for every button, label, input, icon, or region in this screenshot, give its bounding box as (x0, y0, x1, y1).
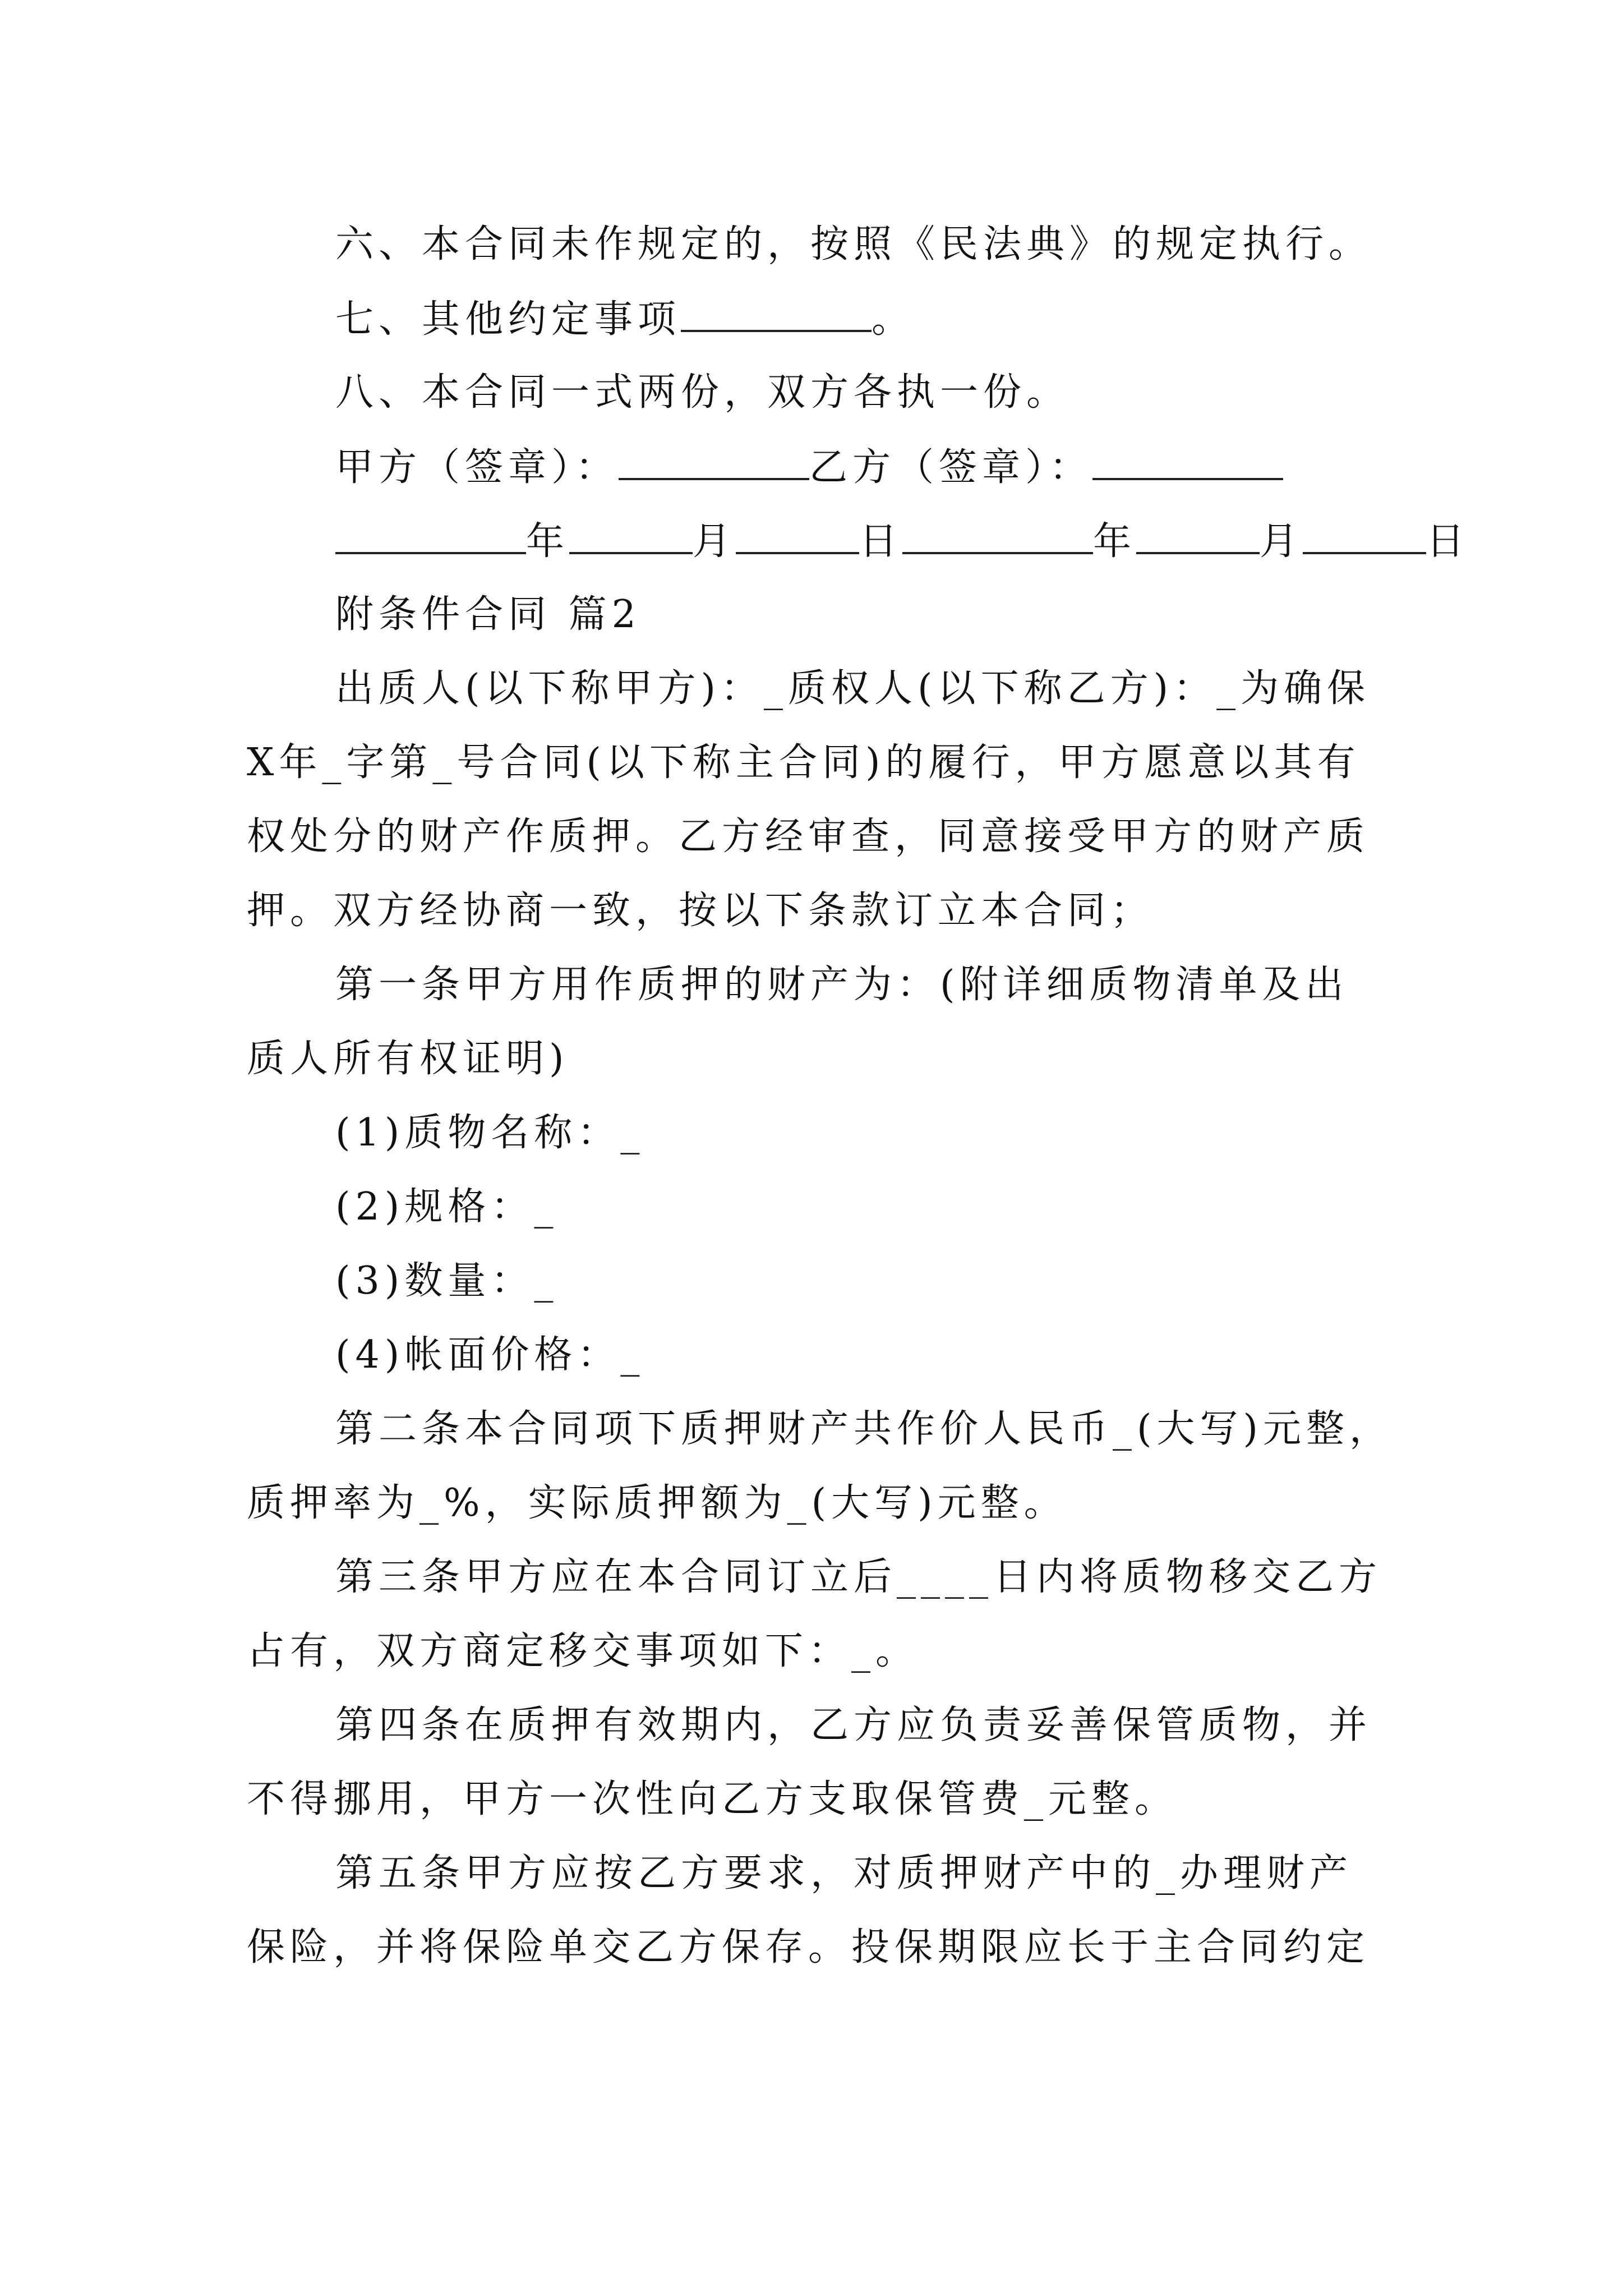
party-b-signature-blank (1092, 440, 1283, 480)
section-title: 附条件合同 篇2 (335, 592, 641, 637)
clause-7 (335, 292, 1401, 346)
day-label: 日 (859, 519, 903, 564)
pledge-item: (2)规格：_ (335, 1185, 559, 1229)
article-1-line: 第一条甲方用作质押的财产为：(附详细质物清单及出 (335, 963, 1349, 1007)
year-label: 年 (1093, 519, 1137, 564)
party-b-label: 乙方（签章）： (809, 445, 1093, 490)
month-blank (1136, 514, 1260, 554)
day-label: 日 (1426, 519, 1470, 564)
clause-7-end: 。 (872, 297, 915, 342)
blank-line (681, 292, 872, 332)
pledge-item: (3)数量：_ (335, 1259, 559, 1303)
article-1-line: 质人所有权证明) (247, 1037, 569, 1081)
intro-line: 押。双方经协商一致，按以下条款订立本合同； (247, 889, 1154, 933)
article-4-line: 不得挪用，甲方一次性向乙方支取保管费_元整。 (247, 1777, 1178, 1821)
article-3-line: 第三条甲方应在本合同订立后____日内将质物移交乙方 (335, 1555, 1382, 1599)
intro-line: X年_字第_号合同(以下称主合同)的履行，甲方愿意以其有 (247, 740, 1361, 785)
article-5-line: 保险，并将保险单交乙方保存。投保期限应长于主合同约定 (247, 1925, 1370, 1970)
article-5-line: 第五条甲方应按乙方要求，对质押财产中的_办理财产 (335, 1851, 1353, 1895)
pledge-item: (1)质物名称：_ (335, 1111, 645, 1155)
intro-line: 权处分的财产作质押。乙方经审查，同意接受甲方的财产质 (247, 815, 1370, 859)
clause-8: 八、本合同一式两份，双方各执一份。 (335, 370, 1070, 415)
year-label: 年 (526, 519, 570, 564)
year-blank (902, 514, 1093, 554)
year-blank (335, 514, 526, 554)
clause-6: 六、本合同未作规定的，按照《民法典》的规定执行。 (335, 222, 1372, 266)
clause-7-text: 七、其他约定事项 (335, 297, 681, 342)
day-blank (1303, 514, 1426, 554)
signature-row (335, 440, 1401, 494)
party-a-label: 甲方（签章）： (335, 445, 619, 490)
day-blank (736, 514, 859, 554)
intro-line: 出质人(以下称甲方)：_质权人(以下称乙方)：_为确保 (335, 666, 1371, 711)
party-a-signature-blank (619, 440, 809, 480)
pledge-item: (4)帐面价格：_ (335, 1333, 645, 1377)
article-2-line: 质押率为_%，实际质押额为_(大写)元整。 (247, 1481, 1067, 1525)
article-3-line: 占有，双方商定移交事项如下：_。 (247, 1629, 919, 1673)
article-2-line: 第二条本合同项下质押财产共作价人民币_(大写)元整， (335, 1407, 1393, 1451)
month-label: 月 (1260, 519, 1303, 564)
month-blank (569, 514, 693, 554)
date-row (335, 514, 1470, 568)
article-4-line: 第四条在质押有效期内，乙方应负责妥善保管质物，并 (335, 1703, 1372, 1747)
month-label: 月 (693, 519, 736, 564)
